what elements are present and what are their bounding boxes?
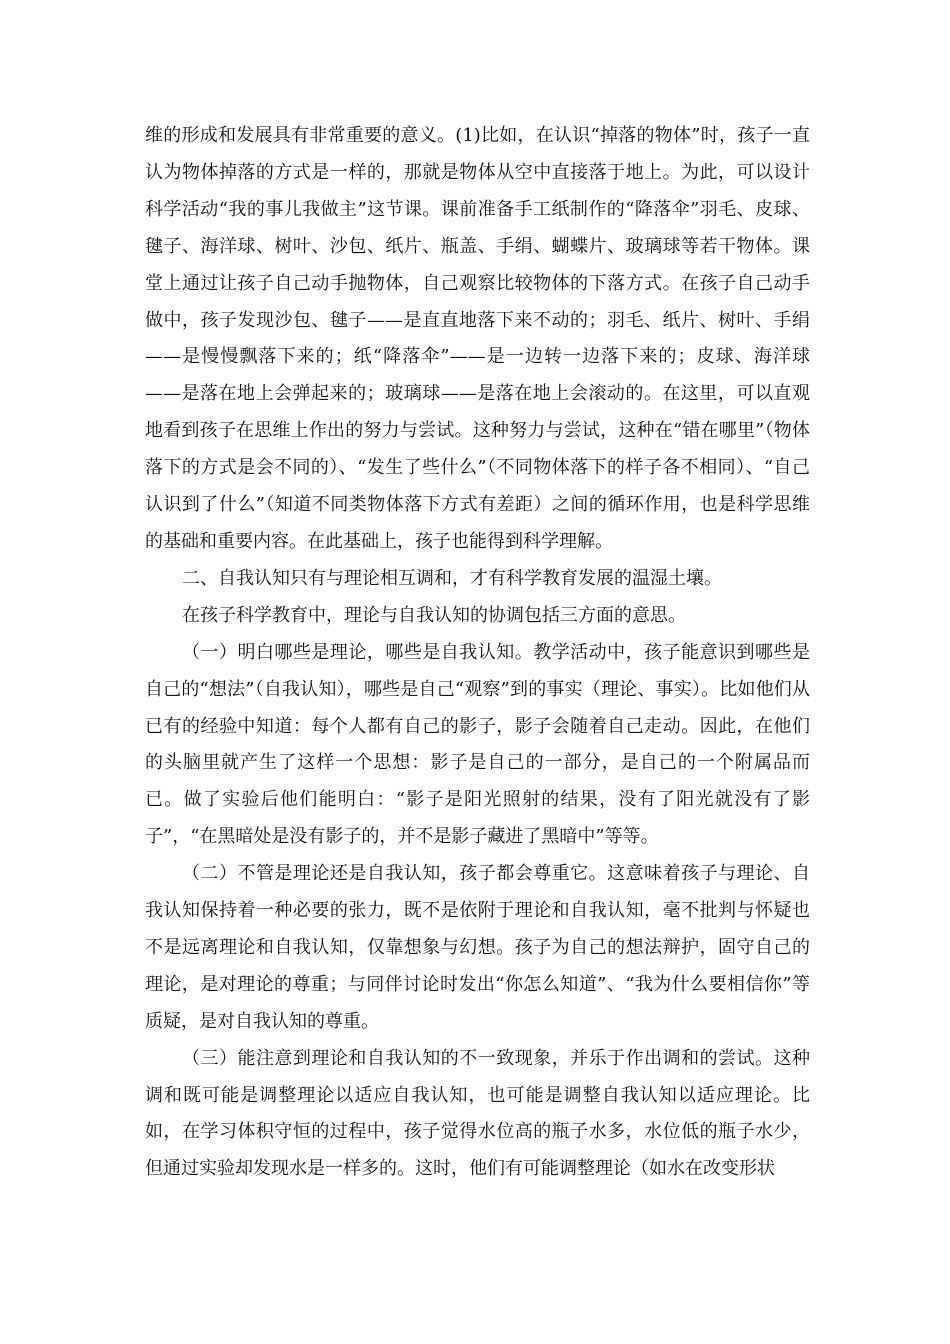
document-page: [145, 118, 810, 1188]
paragraph-aspect-two: （二）不管是理论还是自我认知，孩子都会尊重它。这意味着孩子与理论、自我认知保持着一种必要的张力，既不是依附于理论和自我认知，毫不批判与怀疑也不是远离理论和自我认知，仅靠想象与幻想。孩子为自己的想法辩护，固守自己的理论，是对理论的尊重；与同伴讨论时发出“你怎么知道”、“我为什么要相信你”等质疑，是对自我认知的尊重。: [145, 863, 810, 1032]
paragraph-aspect-three: （三）能注意到理论和自我认知的不一致现象，并乐于作出调和的尝试。这种调和既可能是调整理论以适应自我认知，也可能是调整自我认知以适应理论。比如，在学习体积守恒的过程中，孩子觉得水位高的瓶子水多，水位低的瓶子水少，但通过实验却发现水是一样多的。这时，他们有可能调整理论（如水在改变形状: [145, 1047, 810, 1180]
paragraph-aspect-one: （一）明白哪些是理论，哪些是自我认知。教学活动中，孩子能意识到哪些是自己的“想法”（自我认知），哪些是自己“观察”到的事实（理论、事实）。比如他们从已有的经验中知道：每个人都有自己的影子，影子会随着自己走动。因此，在他们的头脑里就产生了这样一个思想：影子是自己的一部分，是自己的一个附属品而已。做了实验后他们能明白：“影子是阳光照射的结果，没有了阳光就没有了影子”，“在黑暗处是没有影子的，并不是影子藏进了黑暗中”等等。: [145, 641, 810, 848]
paragraph-intro-three-aspects: 在孩子科学教育中，理论与自我认知的协调包括三方面的意思。: [182, 604, 686, 626]
paragraph-falling-objects: 维的形成和发展具有非常重要的意义。(1)比如，在认识“掉落的物体”时，孩子一直认为物体掉落的方式是一样的，那就是物体从空中直接落于地上。为此，可以设计科学活动“我的事儿我做主”这节课。课前准备手工纸制作的“降落伞”羽毛、皮球、毽子、海洋球、树叶、沙包、纸片、瓶盖、手绢、蝴蝶片、玻璃球等若干物体。课堂上通过让孩子自己动手抛物体，自己观察比较物体的下落方式。在孩子自己动手做中，孩子发现沙包、毽子——是直直地落下来不动的；羽毛、纸片、树叶、手绢——是慢慢飘落下来的；纸“降落伞”——是一边转一边落下来的；皮球、海洋球——是落在地上会弹起来的；玻璃球——是落在地上会滚动的。在这里，可以直观地看到孩子在思维上作出的努力与尝试。这种努力与尝试，这种在“错在哪里”（物体落下的方式是会不同的）、“发生了些什么”（不同物体落下的样子各不相同）、“自己认识到了什么”（知道不同类物体落下方式有差距）之间的循环作用，也是科学思维的基础和重要内容。在此基础上，孩子也能得到科学理解。: [145, 125, 810, 552]
section-heading-two: 二、自我认知只有与理论相互调和，才有科学教育发展的温湿土壤。: [182, 567, 722, 589]
